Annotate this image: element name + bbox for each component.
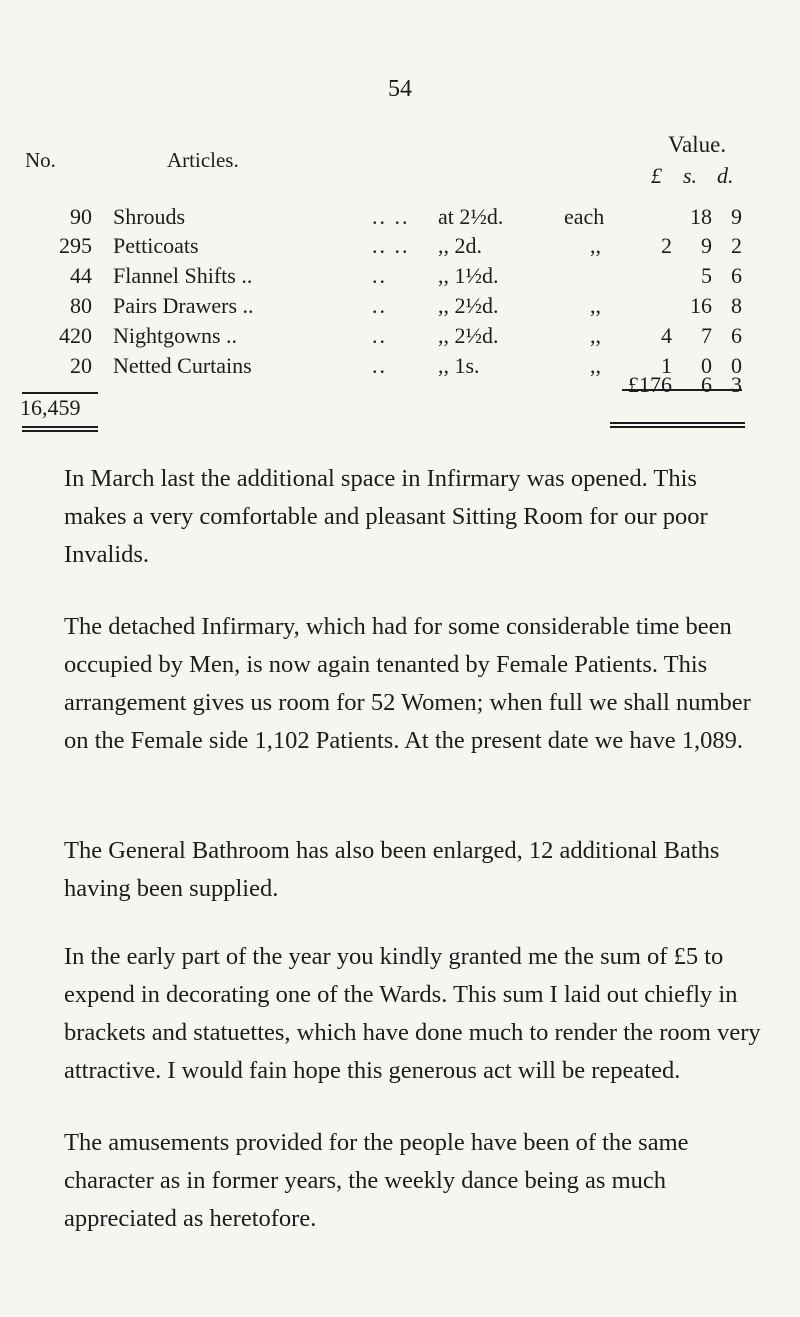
table-row — [0, 263, 800, 293]
row-no: 420 — [59, 323, 92, 348]
paragraph-amusements: The amusements provided for the people have been of the same character as in former years, the weekly dance being as much appreciated as heretofore. — [64, 1129, 689, 1232]
row-no: 80 — [70, 293, 92, 318]
row-price: ,, 2½d. — [438, 323, 499, 348]
table-row — [0, 293, 800, 323]
total-pounds: £176 — [628, 372, 672, 397]
row-leader-dots: .. .. — [372, 233, 410, 258]
paragraph-decorating-wards: In the early part of the year you kindly granted me the sum of £5 to expend in decorating one of the Wards. This sum I laid out chiefly in brackets and statuettes, which have done much to render the room very attractive. I would fain hope this generous act will be repeated. — [64, 943, 761, 1084]
row-each: ,, — [590, 233, 601, 258]
header-no: No. — [25, 148, 56, 172]
paragraph-infirmary-space: In March last the additional space in Infirmary was opened. This makes a very comfortable and pleasant Sitting Room for our poor Invalids. — [64, 465, 708, 568]
table-row — [0, 323, 800, 353]
row-shillings: 18 — [690, 204, 712, 229]
header-shillings: s. — [683, 163, 698, 188]
total-pence: 3 — [731, 372, 742, 397]
row-pence: 2 — [731, 233, 742, 258]
row-shillings: 5 — [701, 263, 712, 288]
row-price: ,, 1½d. — [438, 263, 499, 288]
value-double-rule-top — [610, 422, 745, 424]
row-article: Pairs Drawers .. — [113, 293, 254, 318]
row-article: Nightgowns .. — [113, 323, 238, 348]
row-leader-dots: .. .. — [372, 204, 410, 229]
row-pence: 6 — [731, 323, 742, 348]
row-price: ,, 2½d. — [438, 293, 499, 318]
row-leader-dots: .. — [372, 293, 387, 318]
row-each: ,, — [590, 323, 601, 348]
table-row — [0, 233, 800, 263]
row-pounds: 4 — [661, 323, 672, 348]
row-shillings: 9 — [701, 233, 712, 258]
value-double-rule-bottom — [610, 426, 745, 428]
count-double-rule-top — [22, 426, 98, 428]
row-leader-dots: .. — [372, 323, 387, 348]
row-leader-dots: .. — [372, 353, 387, 378]
row-each: each — [564, 204, 605, 229]
row-pence: 8 — [731, 293, 742, 318]
count-rule — [22, 392, 98, 394]
row-no: 44 — [70, 263, 92, 288]
total-shillings: 6 — [701, 372, 712, 397]
row-each: ,, — [590, 293, 601, 318]
paragraph-bathroom: The General Bathroom has also been enlarged, 12 additional Baths having been supplied. — [64, 837, 720, 902]
header-value: Value. — [668, 132, 727, 157]
paragraph-detached-infirmary: The detached Infirmary, which had for some considerable time been occupied by Men, is now again tenanted by Female Patients. This arrangement gives us room for 52 Women; when full we shall number on the Female side 1,102 Patients. At the present date we have 1,089. — [64, 613, 751, 754]
row-shillings: 16 — [690, 293, 712, 318]
row-price: ,, 1s. — [438, 353, 480, 378]
row-pence: 9 — [731, 204, 742, 229]
header-pounds: £ — [651, 163, 662, 188]
row-shillings: 7 — [701, 323, 712, 348]
count-double-rule-bottom — [22, 430, 98, 432]
row-each: ,, — [590, 353, 601, 378]
header-articles: Articles. — [167, 148, 239, 172]
row-price: ,, 2d. — [438, 233, 482, 258]
row-article: Flannel Shifts .. — [113, 263, 253, 288]
row-no: 20 — [70, 353, 92, 378]
row-leader-dots: .. — [372, 263, 387, 288]
header-pence: d. — [717, 163, 734, 188]
row-article: Petticoats — [113, 233, 199, 258]
row-price: at 2½d. — [438, 204, 504, 229]
row-article: Shrouds — [113, 204, 186, 229]
table-row — [0, 204, 800, 234]
row-no: 90 — [70, 204, 92, 229]
row-shillings: 0 — [701, 353, 712, 378]
total-count: 16,459 — [20, 395, 81, 420]
page-number: 54 — [388, 76, 412, 102]
row-pence: 6 — [731, 263, 742, 288]
row-article: Netted Curtains — [113, 353, 252, 378]
row-pence: 0 — [731, 353, 742, 378]
row-no: 295 — [59, 233, 92, 258]
row-pounds: 2 — [661, 233, 672, 258]
row-pounds: 1 — [661, 353, 672, 378]
